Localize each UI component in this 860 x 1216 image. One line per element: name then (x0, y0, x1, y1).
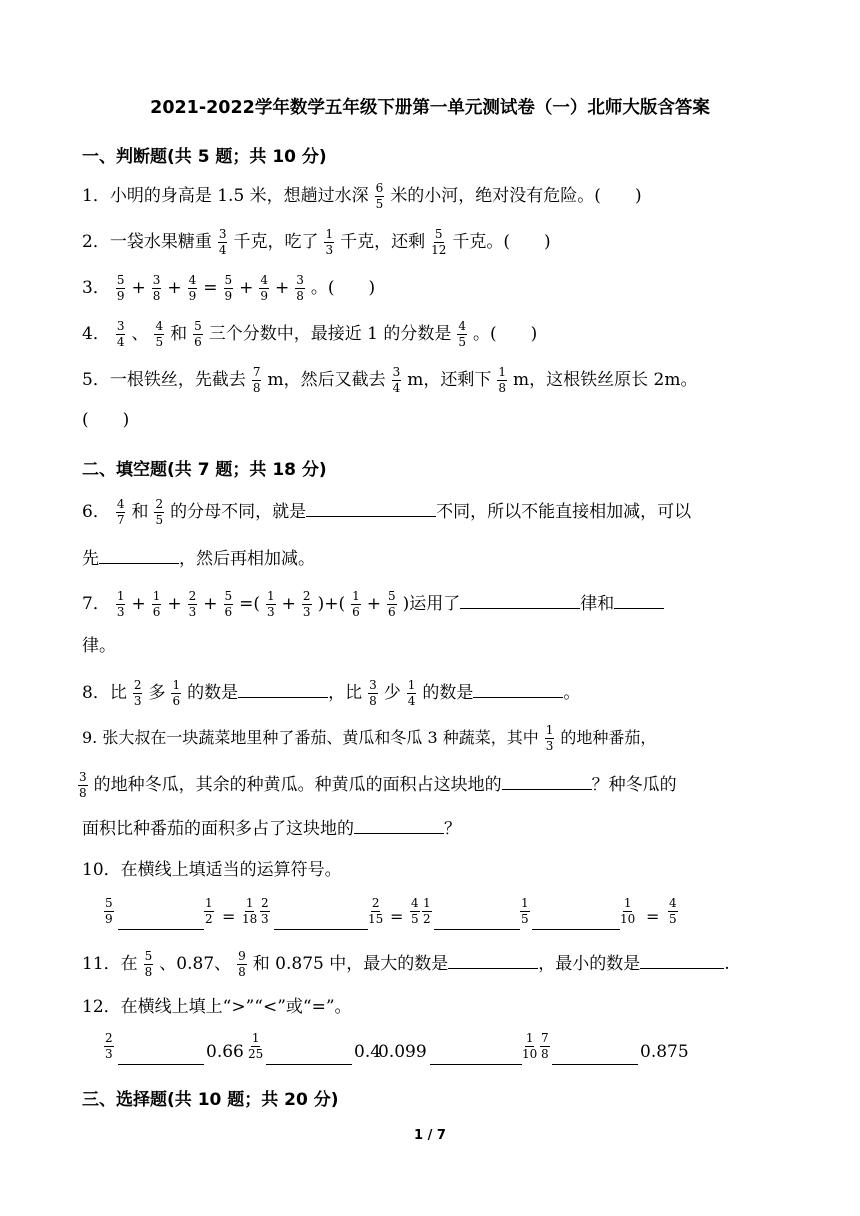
answer-blank[interactable] (118, 911, 204, 930)
fraction: $\frac{4}{9}$ (260, 273, 269, 303)
answer-blank[interactable] (502, 771, 592, 790)
fraction: $\frac{5}{6}$ (194, 319, 202, 349)
page-number: 1 / 7 (414, 1128, 446, 1143)
fraction: $\frac{1}{6}$ (172, 678, 181, 708)
fraction: $\frac{2}{3}$ (302, 589, 311, 619)
fraction: $\frac{1}{2}$ (205, 896, 213, 926)
fraction: $\frac{4}{5}$ (155, 319, 164, 349)
answer-blank[interactable] (306, 498, 436, 517)
fraction: $\frac{5}{9}$ (224, 273, 233, 303)
answer-blank[interactable] (532, 911, 620, 930)
fraction: $\frac{4}{7}$ (116, 497, 125, 527)
fraction: $\frac{2}{15}$ (368, 896, 384, 926)
fraction: $\frac{5}{6}$ (224, 589, 233, 619)
fraction: $\frac{1}{10}$ (620, 896, 636, 926)
question-11: 11．在 $\frac{5}{8}$ 、0.87、 $\frac{9}{8}$ 和 0.875 中，最大的数是 ，最小的数是 . (82, 949, 730, 979)
answer-blank[interactable] (434, 911, 520, 930)
fraction: $\frac{1}{2}$ (423, 896, 431, 926)
question-3: 3． $\frac{5}{9}$ + $\frac{3}{8}$ + $\frac{4}{9}$ = $\frac{5}{9}$ + $\frac{4}{9}$ + $\frac{3}{8}$ 。( ) (82, 273, 376, 303)
question-8: 8．比 $\frac{2}{3}$ 多 $\frac{1}{6}$ 的数是 ，比 $\frac{3}{8}$ 少 $\frac{1}{4}$ 的数是 。 (82, 678, 581, 708)
answer-blank[interactable] (354, 815, 444, 834)
section-heading-judgement: 一、判断题(共 5 题；共 10 分) (82, 147, 327, 167)
fraction: $\frac{5}{6}$ (387, 589, 396, 619)
fraction: $\frac{1}{5}$ (521, 896, 529, 926)
answer-blank[interactable] (448, 950, 538, 969)
question-5-answer-bracket: ( ) (82, 410, 130, 430)
answer-blank[interactable] (640, 950, 724, 969)
fraction: $\frac{2}{3}$ (261, 896, 269, 926)
question-7-continued: 律。 (82, 636, 116, 656)
fraction: $\frac{7}{8}$ (541, 1031, 549, 1061)
fraction: $\frac{3}{8}$ (79, 770, 87, 800)
section-heading-fill-in: 二、填空题(共 7 题；共 18 分) (82, 460, 327, 480)
fraction: $\frac{5}{9}$ (116, 273, 125, 303)
fraction: $\frac{1}{3}$ (267, 589, 275, 619)
question-5: 5．一根铁丝，先截去 $\frac{7}{8}$ m，然后又截去 $\frac{3}{4}$ m，还剩下 $\frac{1}{8}$ m，这根铁丝原长 2m。 (82, 365, 698, 395)
question-4: 4． $\frac{3}{4}$ 、 $\frac{4}{5}$ 和 $\frac{5}{6}$ 三个分数中，最接近 1 的分数是 $\frac{4}{5}$ 。( ) (82, 319, 538, 349)
question-9: 9. 张大叔在一块蔬菜地里种了番茄、黄瓜和冬瓜 3 种蔬菜，其中 $\frac{1}{3}$ 的地种番茄， (82, 723, 657, 753)
fraction: $\frac{9}{8}$ (238, 949, 246, 979)
fraction: $\frac{3}{4}$ (392, 365, 401, 395)
question-1: 1．小明的身高是 1.5 米，想趟过水深 $\frac{6}{5}$ 米的小河，绝对没有危险。( ) (82, 181, 642, 211)
section-heading-choice: 三、选择题(共 10 题；共 20 分) (82, 1090, 339, 1110)
question-6: 6． $\frac{4}{7}$ 和 $\frac{2}{5}$ 的分母不同，就是 不同，所以不能直接相加减，可以 (82, 497, 692, 527)
fraction: $\frac{1}{8}$ (498, 365, 506, 395)
answer-blank[interactable] (99, 545, 179, 564)
fraction: $\frac{1}{4}$ (407, 678, 416, 708)
fraction: $\frac{1}{18}$ (242, 896, 258, 926)
fraction: $\frac{2}{3}$ (105, 1031, 113, 1061)
fraction: $\frac{1}{3}$ (545, 723, 554, 753)
answer-blank[interactable] (460, 590, 580, 609)
fraction: $\frac{7}{8}$ (252, 365, 261, 395)
fraction: $\frac{3}{4}$ (116, 319, 125, 349)
answer-blank[interactable] (552, 1046, 638, 1065)
fraction: $\frac{2}{3}$ (188, 589, 197, 619)
question-2: 2．一袋水果糖重 $\frac{3}{4}$ 千克，吃了 $\frac{1}{3}$ 千克，还剩 $\frac{5}{12}$ 千克。( ) (82, 227, 551, 257)
fraction: $\frac{5}{9}$ (105, 896, 113, 926)
fraction: $\frac{2}{5}$ (155, 497, 164, 527)
answer-blank[interactable] (238, 679, 328, 698)
fraction: $\frac{3}{8}$ (296, 273, 304, 303)
fraction: $\frac{1}{6}$ (352, 589, 360, 619)
fraction: $\frac{1}{25}$ (248, 1031, 264, 1061)
answer-blank[interactable] (274, 911, 368, 930)
fraction: $\frac{4}{9}$ (188, 273, 197, 303)
fraction: $\frac{1}{3}$ (116, 589, 125, 619)
fraction: $\frac{1}{10}$ (522, 1031, 538, 1061)
fraction: $\frac{1}{3}$ (325, 227, 334, 257)
answer-blank[interactable] (118, 1046, 204, 1065)
fraction: $\frac{3}{8}$ (152, 273, 161, 303)
question-7: 7． $\frac{1}{3}$ + $\frac{1}{6}$ + $\frac{2}{3}$ + $\frac{5}{6}$ =( $\frac{1}{3}$ + $\frac{2}{3}$ )+( $\frac{1}{6}$ + $\frac{5}{6}$ )运用了 律和 (82, 590, 664, 619)
question-9-continued: $\frac{3}{8}$ 的地种冬瓜，其余的种黄瓜。种黄瓜的面积占这块地的 ？种冬瓜的 (79, 770, 677, 800)
answer-blank[interactable] (614, 590, 664, 609)
fraction: $\frac{2}{3}$ (133, 678, 142, 708)
fraction: $\frac{1}{6}$ (152, 589, 161, 619)
question-10: 10．在横线上填适当的运算符号。 (82, 860, 342, 880)
question-6-continued: 先 ，然后再相加减。 (82, 545, 315, 571)
document-page: 2021-2022学年数学五年级下册第一单元测试卷（一）北师大版含答案 一、判断题(共 5 题；共 10 分) 1．小明的身高是 1.5 米，想趟过水深 $\frac{6}{5}$ 米的小河，绝对没有危险。( ) 2．一袋水果糖重 $\frac{3}{4}$ 千克，吃了 $\frac{1}{3}$ 千克，还剩 $\frac{5}{12}$ 千克。( ) 3． $\frac{5}{9}$ + $\frac{3}{8}$ + $\frac{4}{9}$ = $\frac{5}{9}$ + $\frac{4}{9}$ + $\frac{3}{8}$ 。( ) 4． $\frac{3}{4}$ 、 $\frac{4}{5}$ 和 $\frac{5}{6}$ 三个分数中，最接近 1 的分数是 $\frac{4}{5}$ 。( ) 5．一根铁丝，先截去 $\frac{7}{8}$ m，然后又截去 $\frac{3}{4}$ m，还剩下 $\frac{1}{8}$ m，这根铁丝原长 2m。 ( ) 二、填空题(共 7 题；共 18 分) 6． $\frac{4}{7}$ 和 $\frac{2}{5}$ 的分母不同，就是 不同，所以不能直接相加减，可以 先 ，然后再相加减。 7． $\frac{1}{3}$ + $\frac{1}{6}$ + $\frac{2}{3}$ + $\frac{5}{6}$ =( $\frac{1}{3}$ + $\frac{2}{3}$ )+( $\frac{1}{6}$ + $\frac{5}{6}$ )运用了 律和 律。 8．比 $\frac{2}{3}$ 多 $\frac{1}{6}$ 的数是 ，比 $\frac{3}{8}$ 少 $\frac{1}{4}$ 的数是 。 9. 张大叔在一块蔬菜地里种了番茄、黄瓜和冬瓜 3 种蔬菜，其中 $\frac{1}{3}$ 的地种番茄， $\frac{3}{8}$ 的地种冬瓜，其余的种黄瓜。种黄瓜的面积占这块地的 ？种冬瓜的 面积比种番茄的面积多占了这块地的 ？ 10．在横线上填适当的运算符号。 $\frac{5}{9}$ $\frac{1}{2}$ = $\frac{1}{18}$ $\frac{2}{3}$ $\frac{2}{15}$ = $\frac{4}{5}$ $\frac{1}{2}$ $\frac{1}{5}$ $\frac{1}{10}$ = $\frac{4}{5}$ 11．在 $\frac{5}{8}$ 、0.87、 $\frac{9}{8}$ 和 0.875 中，最大的数是 ，最小的数是 . 12．在横线上填上“>”“<”或“=”。 $\frac{2}{3}$ 0.66 $\frac{1}{25}$ 0.4 0.099 $\frac{1}{10}$ $\frac{7}{8}$ 0.875 三、选择题(共 10 题；共 20 分) 1 / 7 (0, 0, 860, 1216)
question-12: 12．在横线上填上“>”“<”或“=”。 (82, 997, 352, 1017)
answer-blank[interactable] (430, 1046, 522, 1065)
fraction: $\frac{3}{4}$ (218, 227, 227, 257)
answer-blank[interactable] (473, 679, 563, 698)
fraction: $\frac{3}{8}$ (369, 678, 377, 708)
fraction: $\frac{6}{5}$ (375, 181, 384, 211)
answer-blank[interactable] (266, 1046, 352, 1065)
fraction: $\frac{5}{8}$ (144, 949, 153, 979)
fraction: $\frac{4}{5}$ (669, 896, 677, 926)
document-title: 2021-2022学年数学五年级下册第一单元测试卷（一）北师大版含答案 (150, 98, 710, 118)
fraction: $\frac{4}{5}$ (411, 896, 419, 926)
question-9-continued-2: 面积比种番茄的面积多占了这块地的 ？ (82, 815, 461, 841)
fraction: $\frac{4}{5}$ (458, 319, 467, 349)
fraction: $\frac{5}{12}$ (431, 227, 447, 257)
